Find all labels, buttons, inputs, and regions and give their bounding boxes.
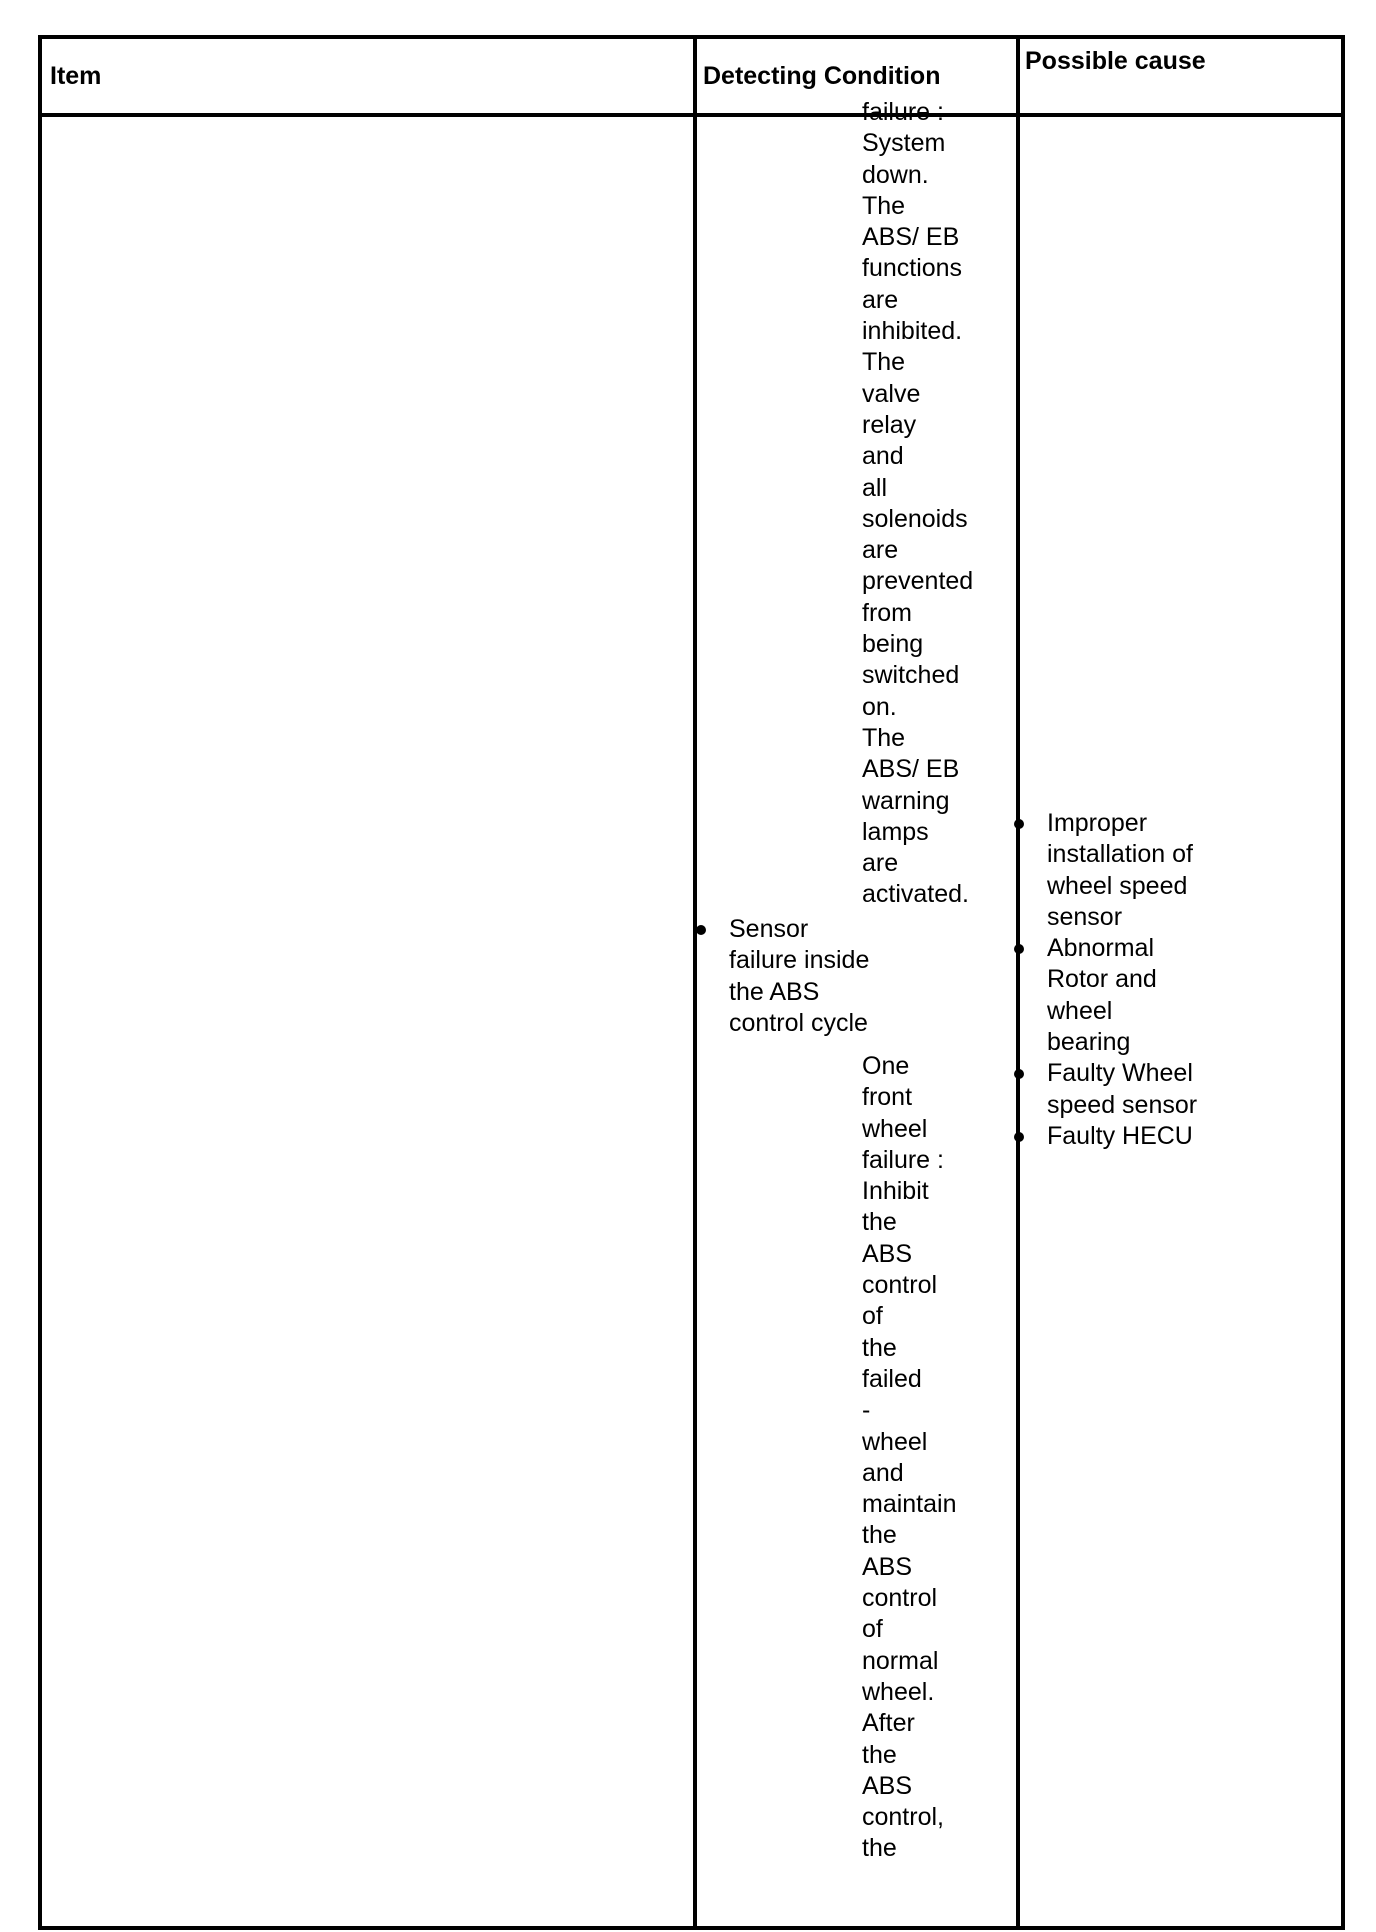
cond-top-line: lamps: [862, 817, 929, 846]
possible-cause-item: [1047, 1121, 1307, 1152]
cond-bottom-line: the: [862, 1521, 897, 1550]
cond-top-line: are: [862, 536, 899, 565]
cond-top-line: The: [862, 191, 906, 220]
cond-bottom-line: wheel: [862, 1427, 928, 1456]
cond-top-line: failure :: [862, 98, 944, 126]
possible-cause-line: Improper: [1047, 809, 1148, 837]
cond-top-line: The: [862, 348, 906, 377]
cond-bottom-line: control,: [862, 1803, 944, 1832]
cond-top-line: inhibited.: [862, 317, 963, 346]
cond-bottom-line: -: [862, 1396, 871, 1425]
possible-cause-item: [1047, 808, 1307, 933]
cond-bottom-line: One: [862, 1052, 910, 1080]
possible-cause-line: wheel: [1047, 996, 1113, 1025]
possible-cause-line: Rotor and: [1047, 965, 1157, 994]
cond-bottom-line: After: [862, 1709, 915, 1738]
condition-bullet-line: the ABS: [729, 977, 820, 1006]
cond-bottom-line: of: [862, 1615, 883, 1644]
cond-bottom-line: wheel: [862, 1114, 928, 1143]
cond-bottom-line: Inhibit: [862, 1177, 929, 1206]
cond-top-line: being: [862, 630, 924, 659]
cond-top-line: System: [862, 129, 946, 158]
condition-bullet-list: [729, 914, 929, 1039]
header-detecting-condition: Detecting Condition: [703, 62, 941, 90]
cond-top-line: are: [862, 285, 899, 314]
cond-top-line: from: [862, 598, 912, 627]
condition-text-top: [862, 97, 973, 911]
cond-bottom-line: ABS: [862, 1239, 913, 1268]
cond-bottom-line: maintain: [862, 1490, 957, 1519]
cond-bottom-line: the: [862, 1333, 897, 1362]
cond-bottom-line: front: [862, 1083, 913, 1112]
possible-cause-line: speed sensor: [1047, 1090, 1198, 1119]
possible-cause-line: Faulty HECU: [1047, 1121, 1193, 1150]
column-divider-1: [693, 39, 697, 1926]
possible-cause-line: Faulty Wheel: [1047, 1059, 1193, 1088]
cond-top-line: and: [862, 442, 904, 471]
header-divider: [42, 113, 1341, 117]
possible-cause-line: installation of: [1047, 840, 1193, 869]
header-possible-cause: Possible cause: [1025, 47, 1206, 75]
bullet-icon: [696, 925, 706, 935]
cond-bottom-line: failed: [862, 1364, 922, 1393]
possible-cause-item: [1047, 1058, 1307, 1121]
bullet-icon: [1014, 1132, 1024, 1142]
cond-bottom-line: control: [862, 1584, 938, 1613]
column-divider-2: [1016, 39, 1020, 1926]
cond-top-line: switched: [862, 661, 960, 690]
possible-cause-line: bearing: [1047, 1028, 1131, 1057]
cond-top-line: down.: [862, 160, 929, 189]
condition-bullet-line: Sensor: [729, 915, 809, 943]
cond-top-line: relay: [862, 410, 917, 439]
cond-bottom-line: ABS: [862, 1771, 913, 1800]
cond-bottom-line: the: [862, 1834, 897, 1863]
header-item: Item: [50, 62, 102, 90]
cond-bottom-line: normal: [862, 1646, 939, 1675]
cond-bottom-line: of: [862, 1302, 883, 1331]
condition-bullet-line: failure inside: [729, 946, 870, 975]
cond-top-line: activated.: [862, 880, 970, 909]
possible-cause-line: sensor: [1047, 902, 1123, 931]
cond-top-line: all: [862, 473, 888, 502]
bullet-icon: [1014, 819, 1024, 829]
cond-top-line: are: [862, 849, 899, 878]
cond-top-line: prevented: [862, 567, 973, 596]
cond-top-line: valve: [862, 379, 921, 408]
possible-cause-item: [1047, 933, 1307, 1058]
cond-top-line: on.: [862, 692, 897, 721]
possible-cause-line: Abnormal: [1047, 934, 1154, 963]
cond-top-line: ABS/ EB: [862, 755, 960, 784]
condition-bullet-line: control cycle: [729, 1008, 868, 1037]
cond-top-line: ABS/ EB: [862, 223, 960, 252]
condition-bullet-sensor-failure: [729, 914, 929, 1039]
cond-top-line: The: [862, 723, 906, 752]
cond-top-line: solenoids: [862, 504, 968, 533]
cond-bottom-line: the: [862, 1740, 897, 1769]
cond-bottom-line: the: [862, 1208, 897, 1237]
condition-text-bottom: [862, 1051, 973, 1865]
cond-bottom-line: control: [862, 1271, 938, 1300]
cond-bottom-line: failure :: [862, 1145, 944, 1174]
cond-top-line: functions: [862, 254, 963, 283]
cond-top-line: warning: [862, 786, 950, 815]
cond-bottom-line: wheel.: [862, 1677, 935, 1706]
possible-cause-list: [1047, 808, 1307, 1152]
cond-bottom-line: and: [862, 1458, 904, 1487]
cond-bottom-line: ABS: [862, 1552, 913, 1581]
possible-cause-line: wheel speed: [1047, 871, 1188, 900]
